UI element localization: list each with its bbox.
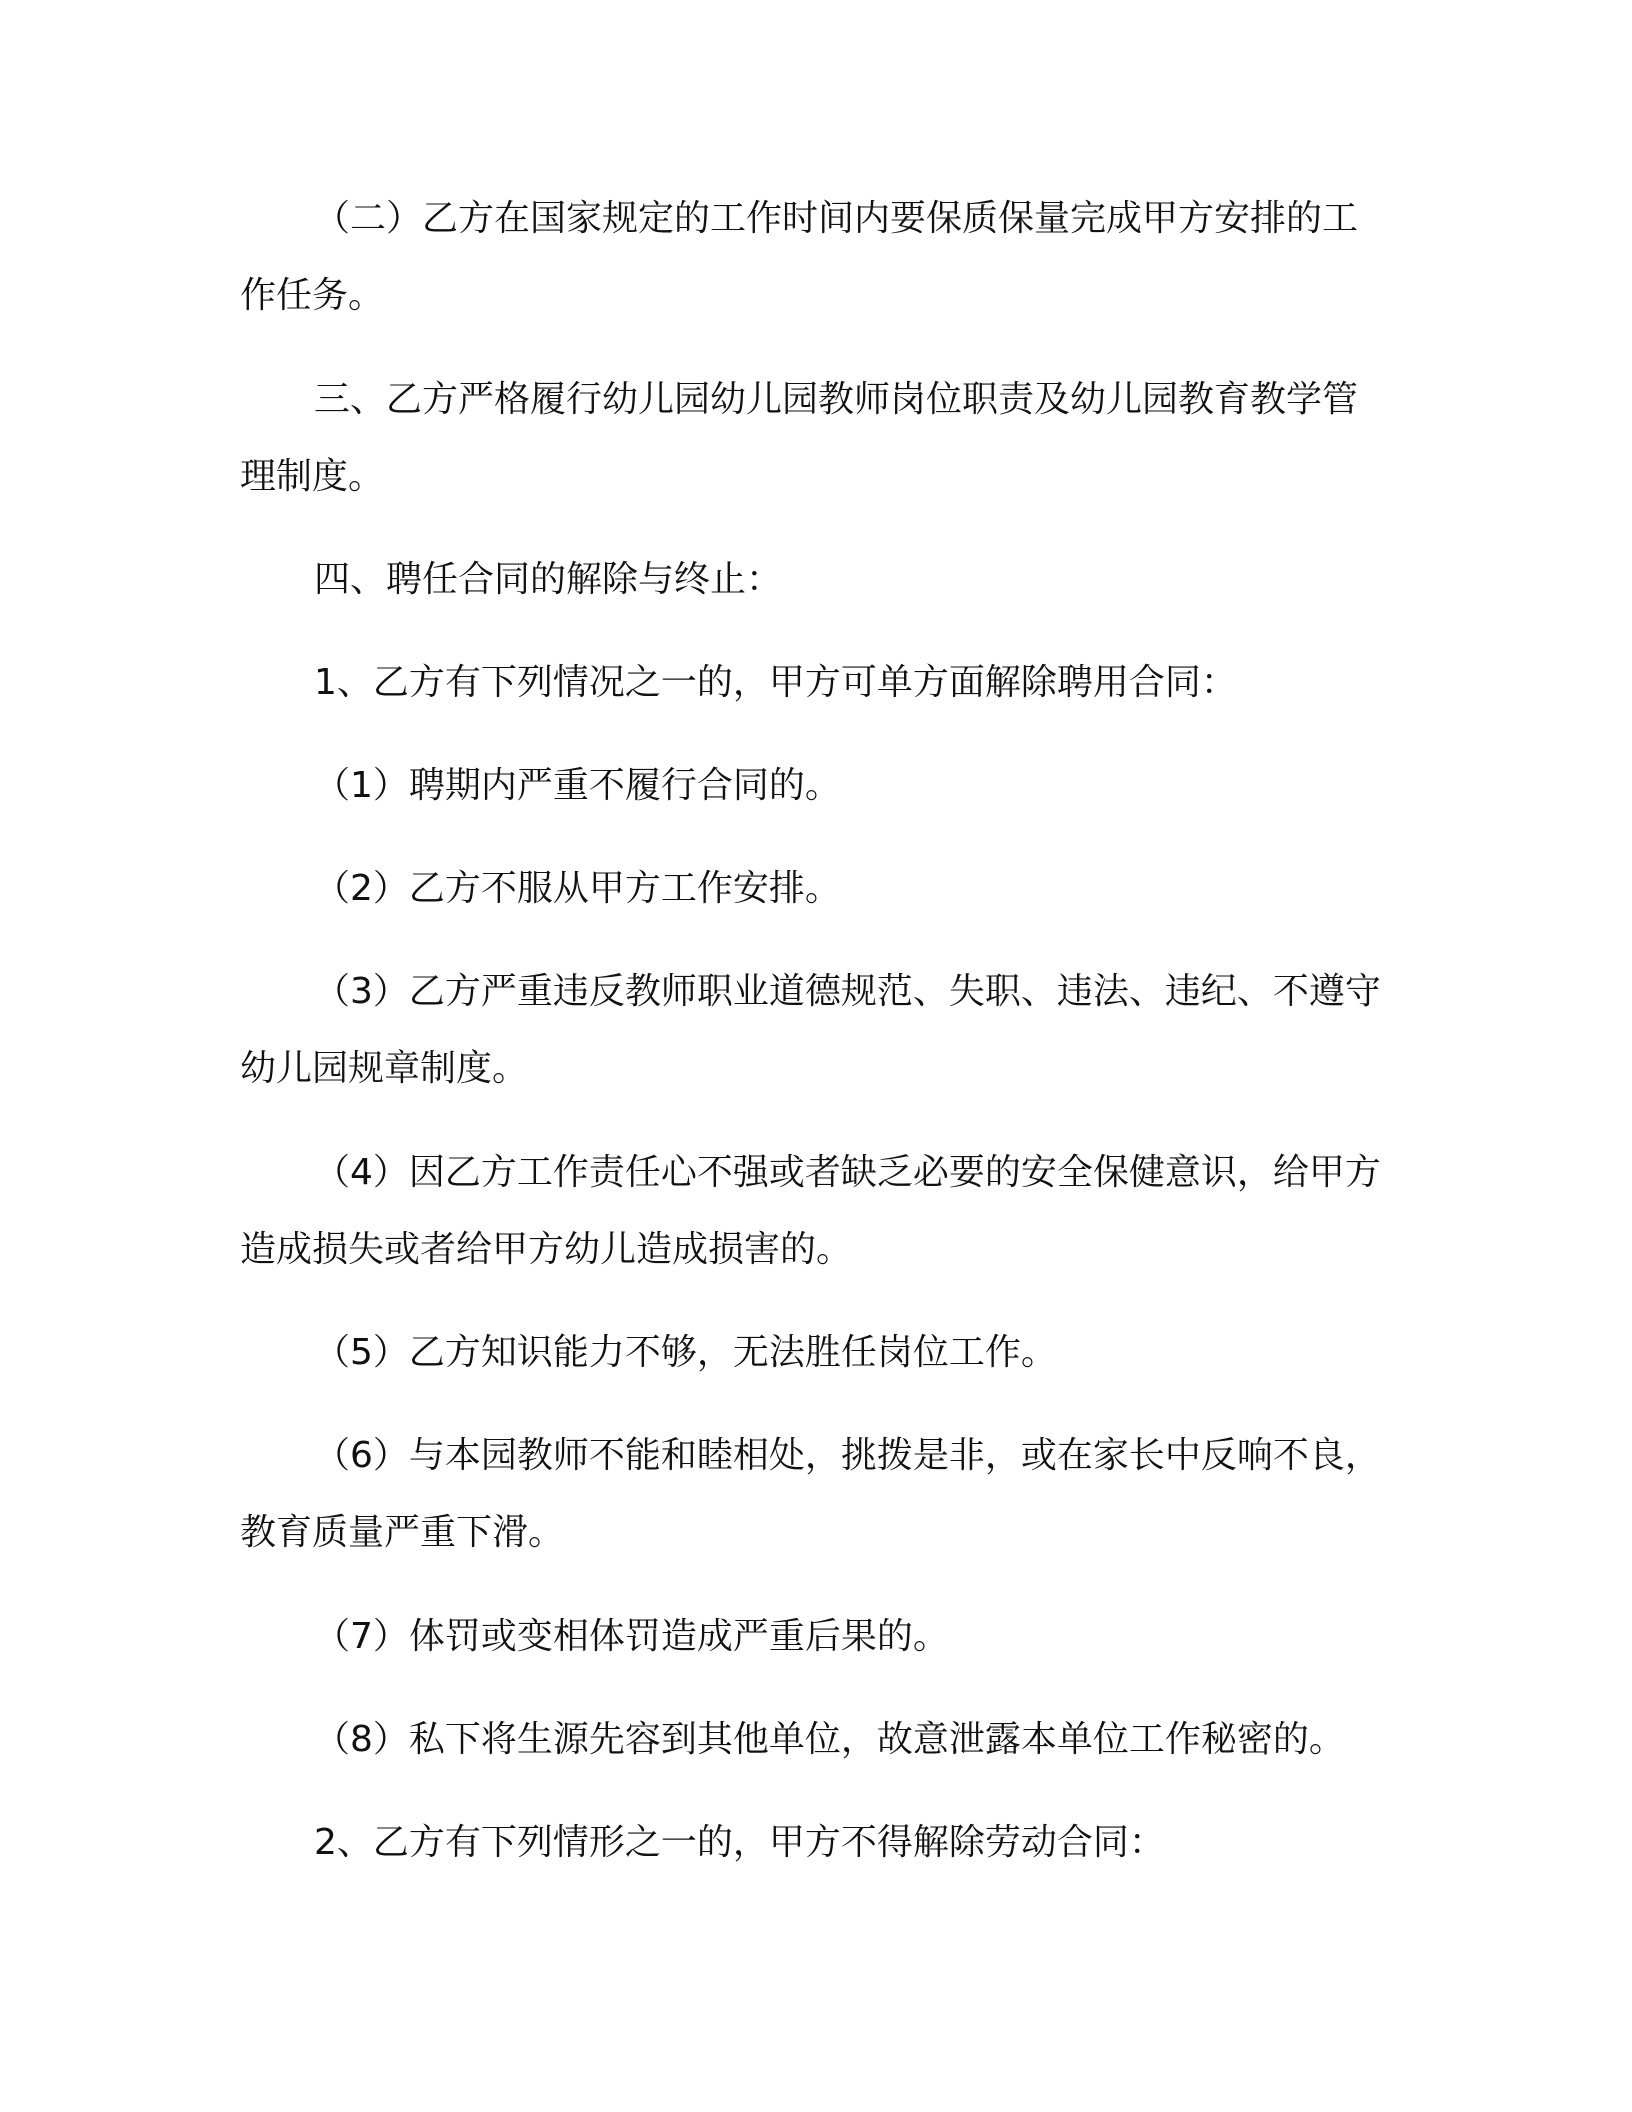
paragraph-termination-heading: 四、聘任合同的解除与终止： [314,559,783,600]
paragraph-clause-2: 2、乙方有下列情形之一的，甲方不得解除劳动合同： [314,1822,1165,1863]
paragraph-item-8: （8）私下将生源先容到其他单位，故意泄露本单位工作秘密的。 [314,1719,1345,1760]
paragraph-item-4: （4）因乙方工作责任心不强或者缺乏必要的安全保健意识，给甲方造成损失或者给甲方幼儿造成损害的。 [240,1152,1381,1270]
paragraph-item-3: （3）乙方严重违反教师职业道德规范、失职、违法、违纪、不遵守幼儿园规章制度。 [240,971,1381,1089]
paragraph-item-7: （7）体罚或变相体罚造成严重后果的。 [314,1616,949,1657]
paragraph-duties: 三、乙方严格履行幼儿园幼儿园教师岗位职责及幼儿园教育教学管理制度。 [240,379,1359,497]
paragraph-work-tasks: （二）乙方在国家规定的工作时间内要保质保量完成甲方安排的工作任务。 [240,198,1359,316]
paragraph-item-2: （2）乙方不服从甲方工作安排。 [314,868,841,909]
paragraph-clause-1: 1、乙方有下列情况之一的，甲方可单方面解除聘用合同： [314,662,1237,703]
paragraph-item-5: （5）乙方知识能力不够，无法胜任岗位工作。 [314,1332,1057,1373]
paragraph-item-1: （1）聘期内严重不履行合同的。 [314,765,841,806]
paragraph-item-6: （6）与本园教师不能和睦相处，挑拨是非，或在家长中反响不良，教育质量严重下滑。 [240,1435,1381,1553]
